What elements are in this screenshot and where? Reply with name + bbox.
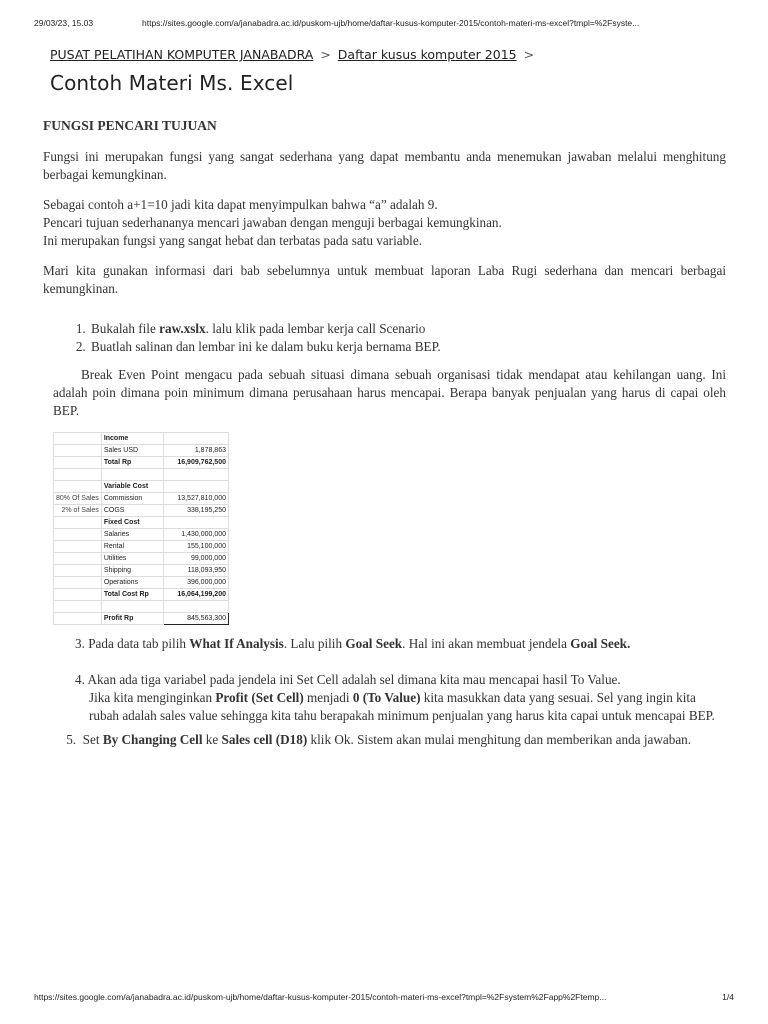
paragraph-bep: Break Even Point mengacu pada sebuah situasi dimana sebuah organisasi tidak mendapat atau kehilangan uang. Ini adalah poin dimana poin minimum dimana perusahaan harus mencapai. Berapa banyak penjualan yang harus di capai oleh BEP. [53,367,726,418]
step-5: 5. Set By Changing Cell ke Sales cell (D18) klik Ok. Sistem akan mulai menghitung dan memberikan anda jawaban. [66,732,692,747]
table-cell: Income [101,433,164,445]
paragraph-example [43,196,726,250]
page-title: Contoh Materi Ms. Excel [50,71,294,95]
table-cell: Shipping [101,565,164,577]
table-cell: Utilities [101,553,164,565]
footer-url: https://sites.google.com/a/janabadra.ac.id/puskom-ujb/home/daftar-kusus-komputer-2015/contoh-materi-ms-excel?tmpl=%2Fsystem%2Fapp%2Ftemp... [34,992,607,1002]
breadcrumb-link-daftar-kusus[interactable]: Daftar kusus komputer 2015 [337,47,517,62]
table-row [54,505,229,517]
table-row [54,445,229,457]
table-cell: Sales USD [101,445,164,457]
table-cell: 13,527,810,000 [164,493,229,505]
table-row [54,601,229,613]
spreadsheet-screenshot [53,432,229,625]
step-4-detail: Jika kita menginginkan Profit (Set Cell) menjadi 0 (To Value) kita masukkan data yang sesuai. Sel yang ingin kita rubah adalah sales value sehingga kita tahu berapakah minimum penjualan yang harus kita capai untuk mencapai BEP. [89,690,715,723]
paragraph-intro: Fungsi ini merupakan fungsi yang sangat sederhana yang dapat membantu anda menemukan jawaban melalui menghitung berbagai kemungkinan. [43,149,726,182]
table-cell: 1,878,863 [164,445,229,457]
breadcrumb-separator: > [320,47,331,62]
table-row [54,457,229,469]
table-cell: Fixed Cost [101,517,164,529]
table-cell: 1,430,000,000 [164,529,229,541]
table-cell: Variable Cost [101,481,164,493]
table-row [54,493,229,505]
table-cell: 338,195,250 [164,505,229,517]
step-3: 3. Pada data tab pilih What If Analysis. Lalu pilih Goal Seek. Hal ini akan membuat jendela Goal Seek. [75,636,631,651]
breadcrumb-link-home[interactable]: PUSAT PELATIHAN KOMPUTER JANABADRA [50,47,314,62]
list-item: 2. Buatlah salinan dan lembar ini ke dalam buku kerja bernama BEP. [89,338,726,356]
print-url: https://sites.google.com/a/janabadra.ac.id/puskom-ujb/home/daftar-kusus-komputer-2015/contoh-materi-ms-excel?tmpl=%2Fsyste... [142,18,640,28]
print-datetime: 29/03/23, 15.03 [34,18,94,28]
steps-list [89,320,726,356]
table-row [54,481,229,493]
breadcrumb-separator: > [523,47,535,62]
table-row [54,529,229,541]
step-4: 4. Akan ada tiga variabel pada jendela ini Set Cell adalah sel dimana kita mau mencapai hasil To Value. [75,672,621,687]
table-cell: 80% Of Sales [54,493,102,505]
table-cell: Total Cost Rp [101,589,164,601]
table-cell: 16,909,762,500 [164,457,229,469]
table-row [54,577,229,589]
table-cell: Rental [101,541,164,553]
table-cell: 845,563,300 [164,613,229,625]
table-row [54,553,229,565]
table-cell: Salaries [101,529,164,541]
table-cell: 99,000,000 [164,553,229,565]
list-item: 1. Bukalah file raw.xslx. lalu klik pada lembar kerja call Scenario [89,320,726,338]
print-footer [34,992,734,1006]
breadcrumb [50,47,537,62]
table-row [54,433,229,445]
table-cell: Total Rp [101,457,164,469]
table-cell: Profit Rp [101,613,164,625]
table-row [54,469,229,481]
table-row [54,541,229,553]
table-cell: 155,100,000 [164,541,229,553]
article-content [43,117,726,749]
example-line: Pencari tujuan sederhananya mencari jawaban dengan menguji berbagai kemungkinan. [43,215,502,230]
table-cell: Operations [101,577,164,589]
table-row [54,517,229,529]
print-header [34,18,734,32]
filename-bold: raw.xslx [159,321,206,336]
table-cell: 118,093,950 [164,565,229,577]
page-number: 1/4 [722,992,734,1002]
table-cell: 16,064,199,200 [164,589,229,601]
table-row [54,613,229,625]
table-cell: COGS [101,505,164,517]
section-heading: FUNGSI PENCARI TUJUAN [43,118,217,133]
example-line: Sebagai contoh a+1=10 jadi kita dapat menyimpulkan bahwa “a” adalah 9. [43,197,438,212]
table-cell: 396,000,000 [164,577,229,589]
table-cell: 2% of Sales [54,505,102,517]
paragraph-laba-rugi: Mari kita gunakan informasi dari bab sebelumnya untuk membuat laporan Laba Rugi sederhana dan mencari berbagai kemungkinan. [43,263,726,296]
table-row [54,589,229,601]
table-cell: Commission [101,493,164,505]
example-line: Ini merupakan fungsi yang sangat hebat dan terbatas pada satu variable. [43,233,422,248]
table-row [54,565,229,577]
